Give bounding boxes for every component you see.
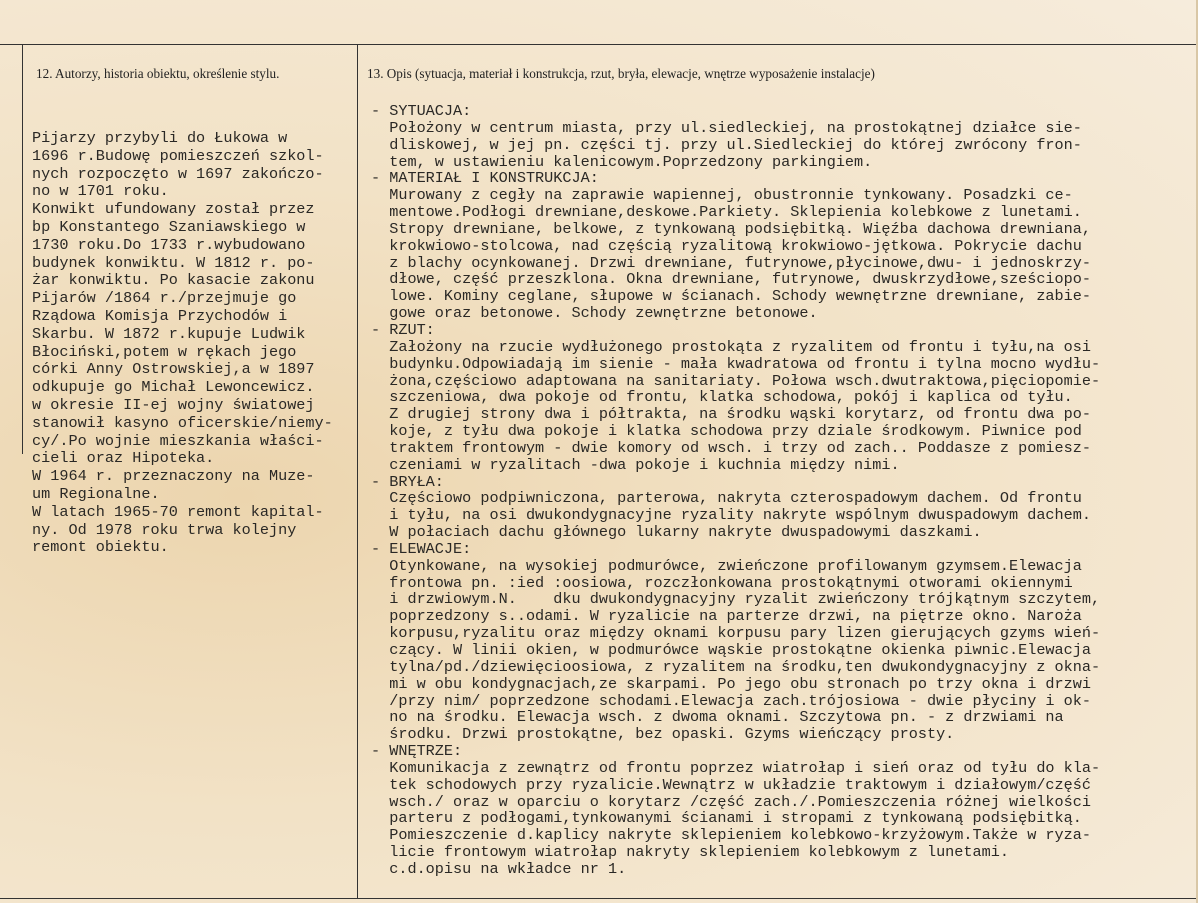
description-line: - BRYŁA: — [371, 472, 444, 491]
description-line: c.d.opisu na wkładce nr 1. — [371, 859, 627, 878]
history-text — [32, 130, 333, 557]
description-line: Założony na rzucie wydłużonego prostokąta z ryzalitem od frontu i tyłu,na osi — [371, 337, 1092, 356]
history-line: remont obiektu. — [32, 538, 169, 557]
description-line: Stropy drewniane, belkowe, z tynkowaną podsiębitką. Więźba dachowa drewniana, — [371, 219, 1092, 238]
column-divider — [357, 44, 358, 898]
description-line: /przy nim/ poprzedzone schodami.Elewacja zach.trójosiowa - dwie płyciny i ok- — [371, 691, 1092, 710]
description-line: dliskowej, w jej pn. części tj. przy ul.Siedleckiej do której zwrócony fron- — [371, 135, 1082, 154]
description-line: Pomieszczenie d.kaplicy nakryte sklepieniem kolebkowo-krzyżowym.Także w ryza- — [371, 826, 1092, 845]
description-line: parteru z podłogami,tynkowanymi ścianami i stropami z tynkowaną podsiębitką. — [371, 809, 1082, 828]
description-line: Z drugiej strony dwa i półtrakta, na środku wąski korytarz, od frontu dwa po- — [371, 405, 1092, 424]
left-border — [22, 44, 23, 454]
history-line: 1696 r.Budowę pomieszczeń szkol- — [32, 146, 324, 165]
history-line: cy/.Po wojnie mieszkania właści- — [32, 431, 324, 450]
history-line: ny. Od 1978 roku trwa kolejny — [32, 520, 297, 539]
description-line: czeniami w ryzalitach -dwa pokoje i kuchnia między nimi. — [371, 455, 900, 474]
description-line: - MATERIAŁ I KONSTRUKCJA: — [371, 169, 599, 188]
description-line: szczeniowa, dwa pokoje od frontu, klatka schodowa, pokój i kaplica od tyłu. — [371, 388, 1073, 407]
description-line: frontowa pn. :ied :oosiowa, rozczłonkowana prostokątnymi otworami okiennymi — [371, 573, 1073, 592]
history-line: 1730 roku.Do 1733 r.wybudowano — [32, 235, 306, 254]
history-line: odkupuje go Michał Lewoncewicz. — [32, 378, 315, 397]
description-line: tek schodowych przy ryzalicie.Wewnątrz w układzie traktowym i działowym/część — [371, 775, 1092, 794]
description-line: licie frontowym wiatrołap nakryty sklepieniem kolebkowym z lunetami. — [371, 843, 1009, 862]
description-line: wsch./ oraz w oparciu o korytarz /część zach./.Pomieszczenia różnej wielkości — [371, 792, 1092, 811]
description-line: traktem frontowym - dwie komory od wsch. i trzy od zach.. Poddasze z pomiesz- — [371, 438, 1092, 457]
history-line: Rządowa Komisja Przychodów i — [32, 306, 288, 325]
top-rule — [0, 44, 1198, 45]
description-line: koje, z tyłu dwa pokoje i klatka schodowa przy dziale środkowym. Piwnice pod — [371, 422, 1082, 441]
description-line: Otynkowane, na wysokiej podmurówce, zwieńczone profilowanym gzymsem.Elewacja — [371, 556, 1082, 575]
description-line: lowe. Kominy ceglane, słupowe w ścianach. Schody wewnętrzne drewniane, zabie- — [371, 287, 1092, 306]
description-line: z blachy ocynkowanej. Drzwi drewniane, futrynowe,płycinowe,dwu- i jednoskrzy- — [371, 253, 1092, 272]
history-line: budynek konwiktu. W 1812 r. po- — [32, 253, 315, 272]
history-line: stanowił kasyno oficerskie/niemy- — [32, 413, 333, 432]
history-line: no w 1701 roku. — [32, 182, 169, 201]
history-line: Konwikt ufundowany został przez — [32, 200, 315, 219]
description-line: mentowe.Podłogi drewniane,deskowe.Parkiety. Sklepienia kolebkowe z lunetami. — [371, 203, 1082, 222]
description-line: tem, w ustawieniu kalenicowym.Poprzedzony parkingiem. — [371, 152, 873, 171]
description-line: W połaciach dachu głównego lukarny nakryte dwuspadowymi daszkami. — [371, 523, 982, 542]
description-line: środku. Drzwi prostokątne, bez opaski. Gzyms wieńczący prosty. — [371, 725, 955, 744]
section-12-header: 12. Autorzy, historia obiektu, określenie stylu. — [36, 66, 280, 81]
description-line: i drzwiowym.N. dku dwukondygnacyjny ryzalit zwieńczony trójkątnym szczytem, — [371, 590, 1101, 609]
description-line: żona,częściowo adaptowana na sanitariaty. Połowa wsch.dwutraktowa,pięciopomie- — [371, 371, 1101, 390]
description-line: korpusu,ryzalitu oraz między oknami korpusu pary lizen gierujących gzyms wień- — [371, 624, 1101, 643]
history-line: W 1964 r. przeznaczony na Muze- — [32, 467, 315, 486]
history-line: bp Konstantego Szaniawskiego w — [32, 217, 306, 236]
description-line: gowe oraz betonowe. Schody zewnętrzne betonowe. — [371, 304, 818, 323]
section-13-header: 13. Opis (sytuacja, materiał i konstrukcja, rzut, bryła, elewacje, wnętrze wyposażenie instalacje) — [367, 66, 875, 81]
description-line: - SYTUACJA: — [371, 102, 472, 120]
history-line: Błociński,potem w rękach jego — [32, 342, 297, 361]
description-line: poprzedzony s..odami. W ryzalicie na parterze drzwi, na piętrze okno. Naroża — [371, 607, 1082, 626]
description-line: budynku.Odpowiadają im sienie - mała kwadratowa od frontu i tylna mocno wydłu- — [371, 354, 1101, 373]
bottom-rule — [0, 898, 1198, 899]
history-line: w okresie II-ej wojny światowej — [32, 395, 315, 414]
history-line: nych rozpoczęto w 1697 zakończo- — [32, 164, 324, 183]
description-line: Częściowo podpiwniczona, parterowa, nakryta czterospadowym dachem. Od frontu — [371, 489, 1082, 508]
description-line: mi w obu kondygnacjach,ze skarpami. Po jego obu stronach po trzy okna i drzwi — [371, 674, 1092, 693]
history-line: cieli oraz Hipoteka. — [32, 449, 215, 468]
history-line: Skarbu. W 1872 r.kupuje Ludwik — [32, 324, 306, 343]
description-line: no na środku. Elewacja wsch. z dwoma oknami. Szczytowa pn. - z drzwiami na — [371, 708, 1064, 727]
description-line: - ELEWACJE: — [371, 539, 472, 558]
description-line: - RZUT: — [371, 320, 435, 339]
description-text — [371, 103, 1100, 878]
history-line: Pijarzy przybyli do Łukowa w — [32, 129, 288, 147]
description-line: dłowe, część przeszklona. Okna drewniane, futrynowe, dwuskrzydłowe,sześciopo- — [371, 270, 1092, 289]
description-line: Murowany z cegły na zaprawie wapiennej, obustronnie tynkowany. Posadzki ce- — [371, 186, 1073, 205]
history-line: W latach 1965-70 remont kapital- — [32, 502, 324, 521]
history-line: Pijarów /1864 r./przejmuje go — [32, 289, 297, 308]
history-line: córki Anny Ostrowskiej,a w 1897 — [32, 360, 315, 379]
description-line: i tyłu, na osi dwukondygnacyjne ryzality nakryte wspólnym dwuspadowym dachem. — [371, 506, 1092, 525]
description-line: - WNĘTRZE: — [371, 742, 463, 761]
description-line: krokwiowo-stolcowa, nad częścią ryzalitową krokwiowo-jętkowa. Pokrycie dachu — [371, 236, 1082, 255]
description-line: Położony w centrum miasta, przy ul.siedleckiej, na prostokątnej działce sie- — [371, 118, 1082, 137]
description-line: Komunikacja z zewnątrz od frontu poprzez wiatrołap i sień oraz od tyłu do kla- — [371, 758, 1101, 777]
history-line: um Regionalne. — [32, 484, 160, 503]
description-line: tylna/pd./dziewięcioosiowa, z ryzalitem na środku,ten dwukondygnacyjny z okna- — [371, 657, 1101, 676]
description-line: czący. W linii okien, w podmurówce wąskie prostokątne okienka piwnic.Elewacja — [371, 641, 1092, 659]
history-line: żar konwiktu. Po kasacie zakonu — [32, 271, 315, 290]
